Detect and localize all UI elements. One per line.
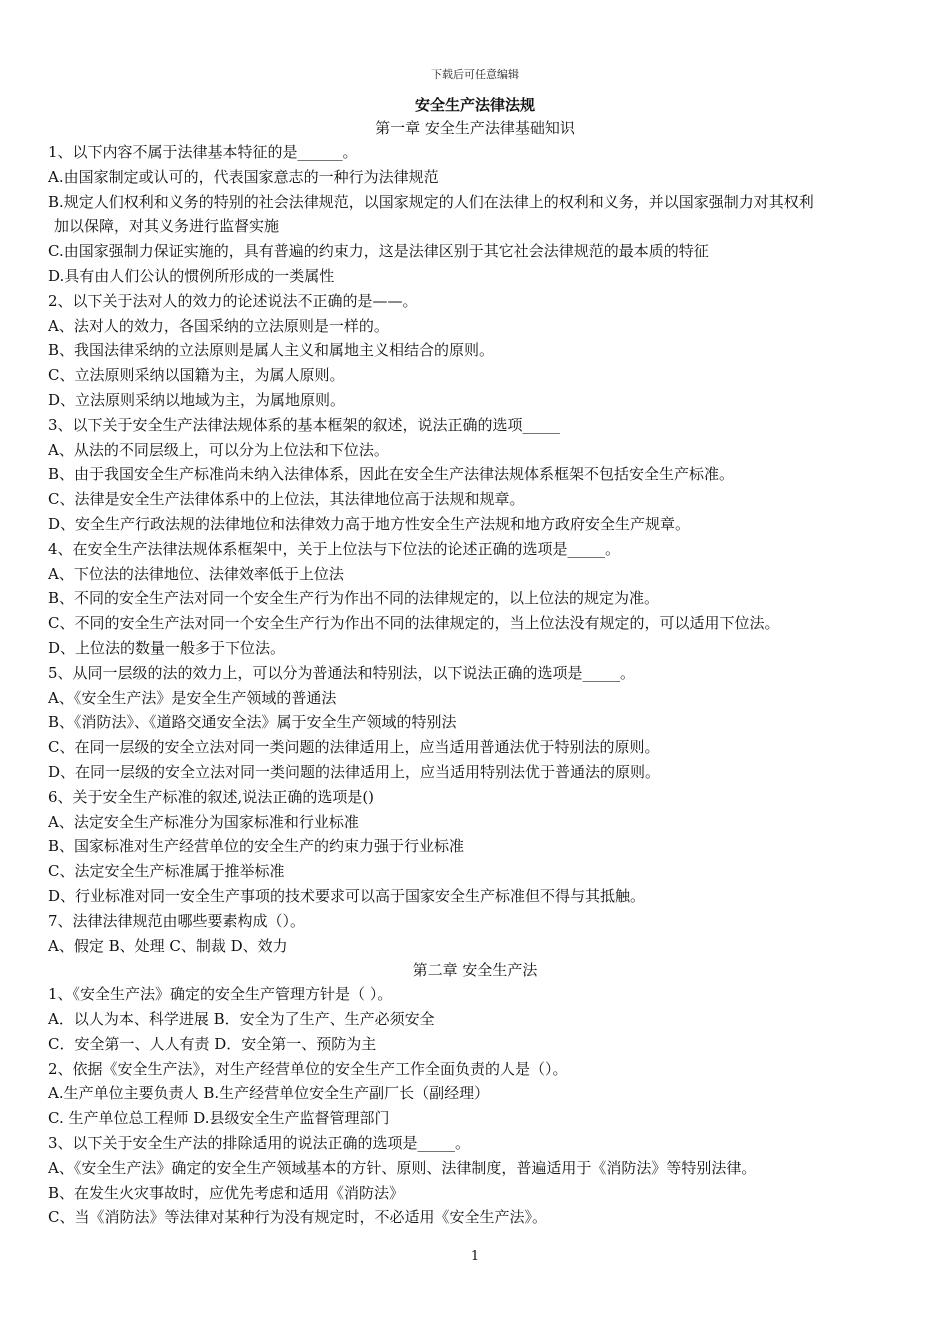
text-line: B、《消防法》、《道路交通安全法》属于安全生产领域的特别法 <box>48 713 457 732</box>
text-line: D、安全生产行政法规的法律地位和法律效力高于地方性安全生产法规和地方政府安全生产规章。 <box>48 514 691 533</box>
text-line: 2、以下关于法对人的效力的论述说法不正确的是——。 <box>48 291 418 310</box>
text-line: C、当《消防法》等法律对某种行为没有规定时，不必适用《安全生产法》。 <box>48 1208 547 1227</box>
text-line: A、从法的不同层级上，可以分为上位法和下位法。 <box>48 440 389 459</box>
text-line: 4、在安全生产法律法规体系框架中，关于上位法与下位法的论述正确的选项是_____。 <box>48 539 621 558</box>
text-line: A、法对人的效力，各国采纳的立法原则是一样的。 <box>48 316 389 335</box>
chapter-1-content <box>48 140 910 958</box>
chapter-2-heading: 第二章 安全生产法 <box>412 961 538 980</box>
text-line: B、国家标准对生产经营单位的安全生产的约束力强于行业标准 <box>48 837 465 856</box>
text-line: 3、以下关于安全生产法的排除适用的说法正确的选项是_____。 <box>48 1134 471 1153</box>
text-line: 6、关于安全生产标准的叙述,说法正确的选项是() <box>48 787 375 806</box>
text-line: C、法定安全生产标准属于推举标准 <box>48 862 285 881</box>
text-line: 3、以下关于安全生产法律法规体系的基本框架的叙述，说法正确的选项_____ <box>48 415 561 434</box>
text-line: A、《安全生产法》确定的安全生产领域基本的方针、原则、法律制度，普遍适用于《消防法》等特别法律。 <box>48 1158 757 1177</box>
text-line: D、上位法的数量一般多于下位法。 <box>48 638 286 657</box>
text-line: B、不同的安全生产法对同一个安全生产行为作出不同的法律规定的，以上位法的规定为准。 <box>48 589 660 608</box>
text-line: B、由于我国安全生产标准尚未纳入法律体系，因此在安全生产法律法规体系框架不包括安全生产标准。 <box>48 465 735 484</box>
text-line: C．安全第一、人人有责 D．安全第一、预防为主 <box>48 1034 377 1053</box>
text-line: C、在同一层级的安全立法对同一类问题的法律适用上，应当适用普通法优于特别法的原则。 <box>48 738 660 757</box>
text-line: B.规定人们权利和义务的特别的社会法律规范，以国家规定的人们在法律上的权利和义务，并以国家强制力对其权利 <box>48 192 814 211</box>
text-line: D、在同一层级的安全立法对同一类问题的法律适用上，应当适用特别法优于普通法的原则。 <box>48 762 661 781</box>
document-title: 安全生产法律法规 <box>414 96 535 114</box>
text-line: B、在发生火灾事故时，应优先考虑和适用《消防法》 <box>48 1183 405 1202</box>
text-line: A、法定安全生产标准分为国家标准和行业标准 <box>48 812 359 831</box>
text-line: A、《安全生产法》是安全生产领域的普通法 <box>48 688 337 707</box>
text-line: C.由国家强制力保证实施的，具有普遍的约束力，这是法律区别于其它社会法律规范的最本质的特征 <box>48 242 709 261</box>
text-line: A、下位法的法律地位、法律效率低于上位法 <box>48 564 344 583</box>
text-line: 1、《安全生产法》确定的安全生产管理方针是（ ）。 <box>48 985 393 1004</box>
text-line: C. 生产单位总工程师 D.县级安全生产监督管理部门 <box>48 1109 390 1128</box>
text-line: C、不同的安全生产法对同一个安全生产行为作出不同的法律规定的，当上位法没有规定的，可以适用下位法。 <box>48 614 780 633</box>
chapter-1-heading: 第一章 安全生产法律基础知识 <box>375 119 575 137</box>
page-number: 1 <box>470 1249 480 1264</box>
page-header: 下载后可任意编辑 <box>431 68 519 81</box>
text-line: 1、以下内容不属于法律基本特征的是______。 <box>48 143 358 161</box>
text-line: C、法律是安全生产法律体系中的上位法，其法律地位高于法规和规章。 <box>48 490 525 509</box>
text-line: B、我国法律采纳的立法原则是属人主义和属地主义相结合的原则。 <box>48 341 495 360</box>
text-line: D.具有由人们公认的惯例所形成的一类属性 <box>48 266 335 285</box>
text-line: 7、法律法律规范由哪些要素构成（）。 <box>48 911 306 930</box>
text-line: A、假定 B、处理 C、制裁 D、效力 <box>48 936 288 955</box>
text-line: A.生产单位主要负责人 B.生产经营单位安全生产副厂长（副经理） <box>48 1084 490 1103</box>
chapter-2-content <box>48 982 910 1230</box>
text-line: 加以保障，对其义务进行监督实施 <box>54 217 280 236</box>
text-line: 5、从同一层级的法的效力上，可以分为普通法和特别法，以下说法正确的选项是_____。 <box>48 663 636 682</box>
text-line: D、立法原则采纳以地域为主，为属地原则。 <box>48 390 346 409</box>
text-line: A.由国家制定或认可的，代表国家意志的一种行为法律规范 <box>48 167 439 186</box>
document-body <box>48 94 910 1230</box>
text-line: C、立法原则采纳以国籍为主，为属人原则。 <box>48 366 345 385</box>
text-line: A．以人为本、科学进展 B．安全为了生产、生产必须安全 <box>48 1010 435 1029</box>
text-line: D、行业标准对同一安全生产事项的技术要求可以高于国家安全生产标准但不得与其抵触。 <box>48 886 646 905</box>
text-line: 2、依据《安全生产法》，对生产经营单位的安全生产工作全面负责的人是（）。 <box>48 1059 568 1078</box>
